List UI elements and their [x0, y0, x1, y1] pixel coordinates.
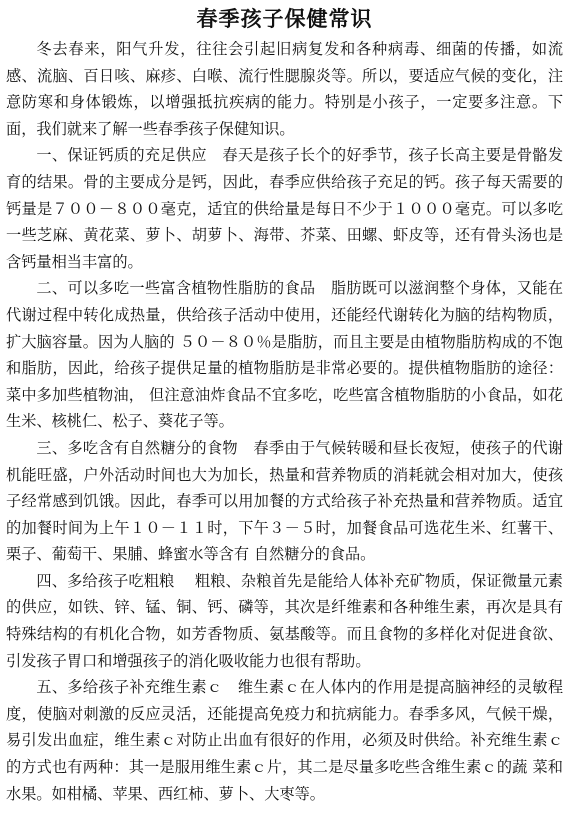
- paragraph-natural-sugar: 三、多吃含有自然糖分的食物 春季由于气候转暖和昼长夜短，使孩子的代谢机能旺盛，户外活动时间也大为加长，热量和营养物质的消耗就会相对加大，使孩子经常感到饥饿。因此，春季可以用加餐的方式给孩子补充热量和营养物质。适宜的加餐时间为上午１０－１１时，下午３－５时，加餐食品可选花生米、红薯干、栗子、葡萄干、果脯、蜂蜜水等含有 自然糖分的食品。: [6, 438, 563, 564]
- paragraph-coarse-grain: 四、多给孩子吃粗粮 粗粮、杂粮首先是能给人体补充矿物质，保证微量元素的供应，如铁、锌、锰、铜、钙、磷等，其次是纤维素和各种维生素，再次是具有特殊结构的有机化合物，如芳香物质、氨基酸等。而且食物的多样化对促进食欲、引发孩子胃口和增强孩子的消化吸收能力也很有帮助。: [6, 571, 563, 670]
- paragraph-intro: 冬去春来，阳气升发，往往会引起旧病复发和各种病毒、细菌的传播，如流感、流脑、百日咳、麻疹、白喉、流行性腮腺炎等。所以，要适应气候的变化，注意防寒和身体锻炼，以增强抵抗疾病的能力。特别是小孩子，一定要多注意。下面，我们就来了解一些春季孩子保健知识。: [6, 40, 563, 138]
- paragraph-vitamin-c: 五、多给孩子补充维生素ｃ 维生素ｃ在人体内的作用是提高脑神经的灵敏程度，使脑对刺激的反应灵活，还能提高免疫力和抗病能力。春季多风，气候干燥，易引发出血症，维生素ｃ对防止出血有很好的作用，必须及时供给。补充维生素ｃ的方式也有两种：其一是服用维生素ｃ片，其二是尽量多吃些含维生素ｃ的蔬 菜和水果。如柑橘、苹果、西红柿、萝卜、大枣等。: [6, 678, 563, 803]
- paragraph-calcium: 一、保证钙质的充足供应 春天是孩子长个的好季节，孩子长高主要是骨骼发育的结果。骨的主要成分是钙，因此，春季应供给孩子充足的钙。孩子每天需要的钙量是７００－８００毫克，适宜的供给量是每日不少于１０００毫克。可以多吃一些芝麻、黄花菜、萝卜、胡萝卜、海带、芥菜、田螺、虾皮等，还有骨头汤也是含钙量相当丰富的。: [6, 146, 563, 271]
- paragraph-plant-fat: 二、可以多吃一些富含植物性脂肪的食品 脂肪既可以滋润整个身体，又能在代谢过程中转化成热量，供给孩子活动中使用，还能经代谢转化为脑的结构物质，扩大脑容量。因为人脑的 ５０－８０％是脂肪，而且主要是由植物脂肪构成的不饱和脂肪，因此，给孩子提供足量的植物脂肪是非常必要的。提供植物脂肪的途径：菜中多加些植物油， 但注意油炸食品不宜多吃，吃些富含植物脂肪的小食品，如花生米、核桃仁、松子、葵花子等。: [6, 279, 563, 431]
- document-title: 春季孩子保健常识: [196, 6, 373, 31]
